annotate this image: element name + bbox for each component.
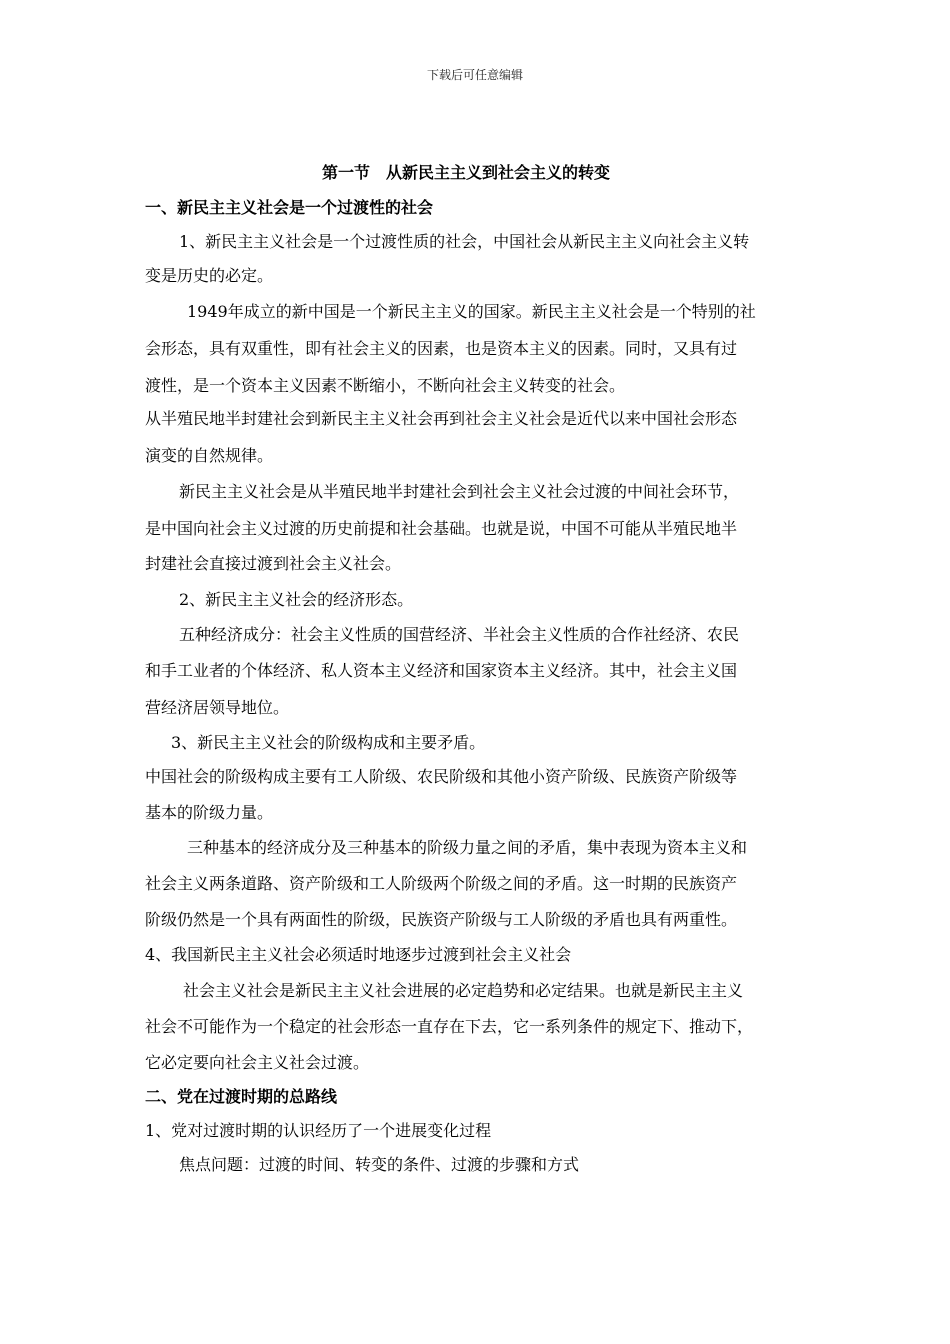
paragraph-line: 五种经济成分：社会主义性质的国营经济、半社会主义性质的合作社经济、农民: [179, 625, 740, 644]
paragraph-line: 是中国向社会主义过渡的历史前提和社会基础。也就是说，中国不可能从半殖民地半: [145, 519, 738, 538]
paragraph-line: 1、新民主主义社会是一个过渡性质的社会，中国社会从新民主主义向社会主义转: [179, 232, 750, 251]
paragraph-line: 演变的自然规律。: [145, 446, 274, 465]
paragraph-line: 社会不可能作为一个稳定的社会形态一直存在下去，它一系列条件的规定下、推动下，: [145, 1017, 754, 1036]
subheading: 4、我国新民主主义社会必须适时地逐步过渡到社会主义社会: [145, 945, 572, 964]
paragraph-line: 变是历史的必定。: [145, 266, 274, 285]
page-header: 下载后可任意编辑: [426, 68, 523, 82]
paragraph-line: 从半殖民地半封建社会到新民主主义社会再到社会主义社会是近代以来中国社会形态: [145, 409, 738, 428]
paragraph-line: 阶级仍然是一个具有两面性的阶级，民族资产阶级与工人阶级的矛盾也具有两重性。: [145, 910, 738, 929]
heading-2: 二、党在过渡时期的总路线: [145, 1087, 338, 1106]
paragraph-line: 营经济居领导地位。: [145, 698, 290, 717]
paragraph-line: 焦点问题：过渡的时间、转变的条件、过渡的步骤和方式: [179, 1155, 580, 1174]
heading-1: 一、新民主主义社会是一个过渡性的社会: [145, 198, 434, 217]
section-title: 第一节 从新民主主义到社会主义的转变: [322, 163, 611, 182]
paragraph-line: 新民主主义社会是从半殖民地半封建社会到社会主义社会过渡的中间社会环节，: [179, 482, 740, 501]
paragraph-line: 和手工业者的个体经济、私人资本主义经济和国家资本主义经济。其中，社会主义国: [145, 661, 738, 680]
subheading: 3、新民主主义社会的阶级构成和主要矛盾。: [171, 733, 486, 752]
paragraph-line: 1949年成立的新中国是一个新民主主义的国家。新民主主义社会是一个特别的社: [187, 302, 756, 321]
paragraph-line: 封建社会直接过渡到社会主义社会。: [145, 554, 402, 573]
paragraph-line: 渡性，是一个资本主义因素不断缩小，不断向社会主义转变的社会。: [145, 376, 626, 395]
paragraph-line: 社会主义两条道路、资产阶级和工人阶级两个阶级之间的矛盾。这一时期的民族资产: [145, 874, 738, 893]
subheading: 2、新民主主义社会的经济形态。: [179, 590, 414, 609]
paragraph-line: 社会主义社会是新民主主义社会进展的必定趋势和必定结果。也就是新民主主义: [183, 981, 744, 1000]
paragraph-line: 中国社会的阶级构成主要有工人阶级、农民阶级和其他小资产阶级、民族资产阶级等: [145, 767, 738, 786]
paragraph-line: 基本的阶级力量。: [145, 803, 274, 822]
paragraph-line: 会形态，具有双重性，即有社会主义的因素，也是资本主义的因素。同时，又具有过: [145, 339, 738, 358]
paragraph-line: 它必定要向社会主义社会过渡。: [145, 1053, 370, 1072]
subheading: 1、党对过渡时期的认识经历了一个进展变化过程: [145, 1121, 492, 1140]
paragraph-line: 三种基本的经济成分及三种基本的阶级力量之间的矛盾，集中表现为资本主义和: [187, 838, 748, 857]
